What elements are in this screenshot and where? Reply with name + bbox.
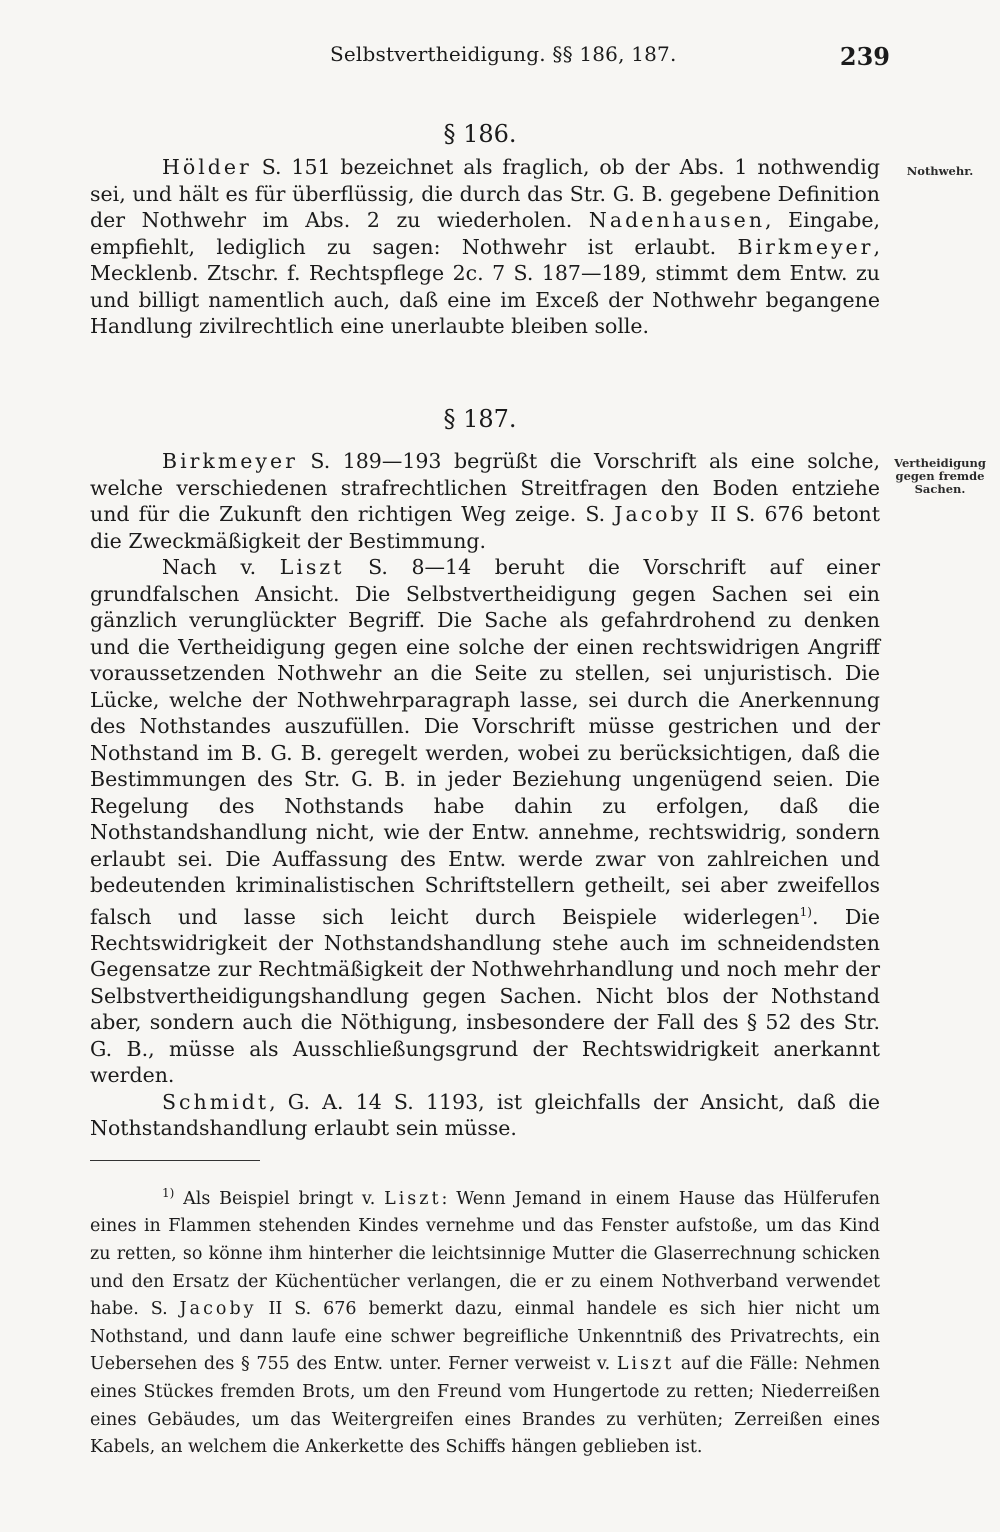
author-name: Jacoby xyxy=(614,502,702,526)
marginal-note-nothwehr: Nothwehr. xyxy=(906,164,974,178)
text-run: , Mecklenb. Ztschr. f. Rechtspflege 2c. 7 S. 187—189, stimmt dem Entw. zu und billigt namentlich auch, daß eine im Exceß der Nothwehr begangene Handlung zivilrechtlich eine unerlaubte bleiben solle. xyxy=(90,234,880,338)
section-paragraph xyxy=(90,448,880,554)
author-name: Nadenhausen xyxy=(588,208,766,232)
footnote xyxy=(90,1180,880,1462)
section-paragraph xyxy=(90,1089,880,1142)
text-run: Als Beispiel bringt v. xyxy=(174,1188,385,1209)
running-title: Selbstvertheidigung. §§ 186, 187. xyxy=(330,42,677,66)
author-name: Jacoby xyxy=(179,1299,257,1320)
text-run: . Die Rechtswidrigkeit der Nothstandshandlung stehe auch im schneidendsten Gegensatze zur Rechtmäßigkeit der Nothwehrhandlung und noch mehr der Selbstvertheidigungshandlung gegen Sachen. Nicht blos der Nothstand aber, sondern auch die Nöthigung, insbesondere der Fall des § 52 des Str. G. B., müsse als Ausschließungsgrund der Rechtswidrigkeit anerkannt werden. xyxy=(90,904,880,1088)
author-name: Birkmeyer xyxy=(737,234,874,259)
section-187-heading: § 187. xyxy=(443,405,517,433)
text-run: , Eingabe, empfiehlt, lediglich zu sagen: Nothwehr ist erlaubt. xyxy=(90,208,880,259)
text-run: , G. A. 14 S. 1193, ist gleichfalls der Ansicht, daß die Nothstandshandlung erlaubt sein müsse. xyxy=(90,1089,880,1141)
footnote-marker: 1) xyxy=(799,904,812,919)
section-186-body xyxy=(90,154,880,340)
section-187-body xyxy=(90,448,880,1142)
section-paragraph xyxy=(90,154,880,340)
page-number: 239 xyxy=(839,42,890,71)
text-run: auf die Fälle: Nehmen eines Stückes fremden Brots, um den Freund vom Hungertode zu retten; Niederreißen eines Gebäudes, um das Weitergreifen eines Brandes zu verhüten; Zerreißen eines Kabels, an welchem die Ankerkette des Schiffs hängen geblieben ist. xyxy=(90,1354,880,1458)
text-run: : Wenn Jemand in einem Hause das Hülferufen eines in Flammen stehenden Kindes vernehme und das Fenster aufstoße, um das Kind zu retten, so könne ihm hinterher die leichtsinnige Mutter die Glaserrechnung schicken und den Ersatz der Küchentücher verlangen, die er zu einem Nothverband verwendet habe. S. xyxy=(90,1188,880,1320)
author-name: Schmidt xyxy=(162,1089,270,1114)
footnote-marker: 1) xyxy=(162,1186,175,1200)
section-paragraph xyxy=(90,554,880,1089)
text-run: S. 151 bezeichnet als fraglich, ob der Abs. 1 nothwendig sei, und hält es für überflüssig, die durch das Str. G. B. gegebene Definition der Nothwehr im Abs. 2 zu wiederholen. xyxy=(90,155,880,232)
marginal-note-vertheidigung: Vertheidigung gegen fremde Sachen. xyxy=(894,456,986,496)
text-run: Nach v. xyxy=(162,555,280,579)
author-name: Liszt xyxy=(279,555,345,579)
footnote-rule xyxy=(90,1160,260,1161)
section-186-heading: § 186. xyxy=(443,120,517,148)
author-name: Liszt xyxy=(616,1354,675,1375)
text-run: S. 8—14 beruht die Vorschrift auf einer grundfalschen Ansicht. Die Selbstvertheidigung gegen Sachen sei ein gänzlich verunglückter Begriff. Die Sache als gefahrdrohend zu denken und die Vertheidigung gegen eine solche der einen rechtswidrigen Angriff voraussetzenden Nothwehr an die Seite zu stellen, sei unjuristisch. Die Lücke, welche der Nothwehrparagraph lasse, sei durch die Anerkennung des Nothstandes auszufüllen. Die Vorschrift müsse gestrichen und der Nothstand im B. G. B. geregelt werden, wobei zu berücksichtigen, daß die Bestimmungen des Str. G. B. in jeder Beziehung ungenügend seien. Die Regelung des Nothstands habe dahin zu erfolgen, daß die Nothstandshandlung nicht, wie der Entw. annehme, rechtswidrig, sondern erlaubt sei. Die Auffassung des Entw. werde zwar von zahlreichen und bedeutenden kriminalistischen Schriftstellern getheilt, sei aber zweifellos falsch und lasse sich leicht durch Beispiele widerlegen xyxy=(90,555,880,929)
author-name: Liszt xyxy=(384,1188,442,1209)
text-run: II S. 676 betont die Zweckmäßigkeit der Bestimmung. xyxy=(90,502,880,553)
text-run: S. 189—193 begrüßt die Vorschrift als eine solche, welche verschiedenen strafrechtlichen Streitfragen den Boden entziehe und für die Zukunft den richtigen Weg zeige. S. xyxy=(90,449,880,526)
author-name: Hölder xyxy=(162,155,252,179)
text-run: II S. 676 bemerkt dazu, einmal handele es sich hier nicht um Nothstand, und dann laufe eine schwer begreifliche Unkenntniß des Privatrechts, ein Uebersehen des § 755 des Entw. unter. Ferner verweist v. xyxy=(90,1299,880,1375)
footnote-paragraph xyxy=(90,1180,880,1462)
author-name: Birkmeyer xyxy=(162,449,298,473)
running-head xyxy=(90,40,890,76)
